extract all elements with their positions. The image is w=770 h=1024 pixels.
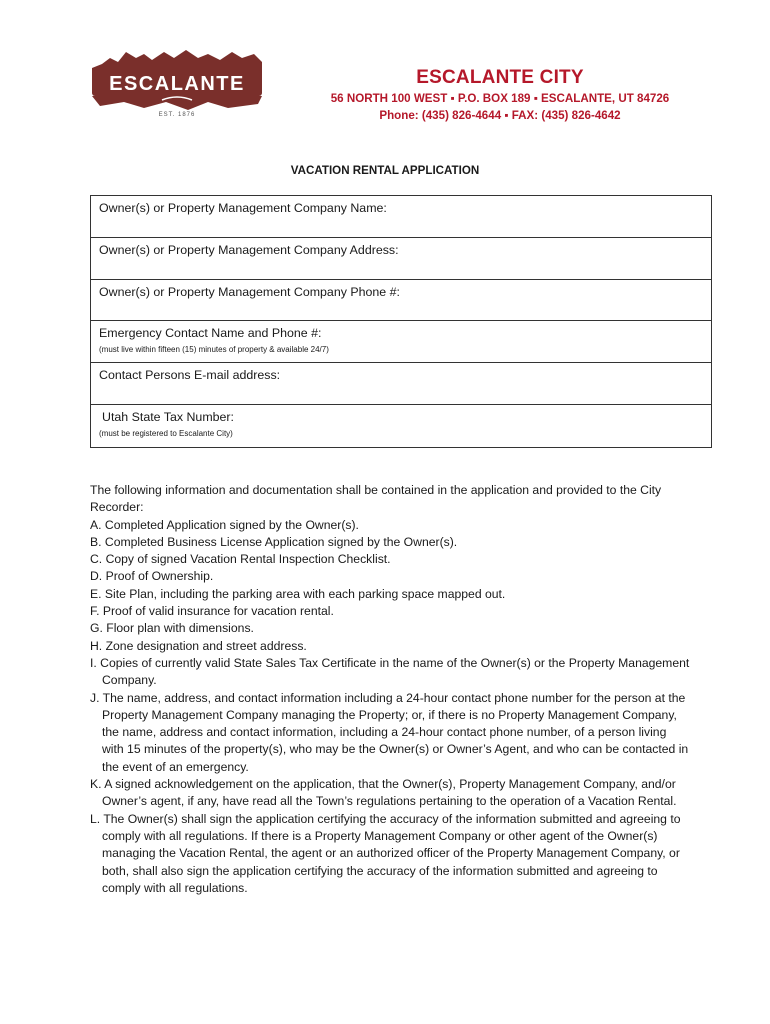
- requirement-item: B. Completed Business License Application signed by the Owner(s).: [90, 534, 458, 549]
- city-address: 56 NORTH 100 WEST ▪ P.O. BOX 189 ▪ ESCALANTE, UT 84726: [330, 92, 670, 105]
- requirement-item: L. The Owner(s) shall sign the application certifying the accuracy of the information submitted and agreeing to comply with all regulations. If there is a Property Management Company or other agent of the Owner(s) managing the Vacation Rental, the agent or an authorized officer of the Property Management Company, or both, shall also sign the application certifying the accuracy of the information submitted and agreeing to comply with all regulations.: [90, 811, 681, 895]
- requirements-intro: The following information and documentation shall be contained in the application and provided to the City Recorder:: [90, 483, 662, 515]
- contact-email-field[interactable]: [91, 363, 711, 405]
- requirements-section: [90, 482, 690, 897]
- emergency-contact-note: (must live within fifteen (15) minutes of property & available 24/7): [99, 345, 329, 355]
- owner-phone-label: Owner(s) or Property Management Company Phone #:: [99, 284, 400, 299]
- owner-phone-field[interactable]: [91, 280, 711, 322]
- requirement-item: I. Copies of currently valid State Sales Tax Certificate in the name of the Owner(s) or the Property Management Company.: [90, 655, 690, 688]
- requirement-item: D. Proof of Ownership.: [90, 569, 214, 584]
- emergency-contact-field[interactable]: [91, 321, 711, 363]
- tax-number-note: (must be registered to Escalante City): [99, 428, 233, 438]
- owner-address-field[interactable]: [91, 238, 711, 280]
- requirement-item: G. Floor plan with dimensions.: [90, 621, 254, 636]
- requirement-item: F. Proof of valid insurance for vacation rental.: [90, 604, 334, 619]
- requirement-item: K. A signed acknowledgement on the application, that the Owner(s), Property Management Company, and/or Owner’s agent, if any, have read all the Town’s regulations pertaining to the operation of a Vacation Rental.: [90, 777, 677, 809]
- city-header: [300, 66, 700, 124]
- contact-email-label: Contact Persons E-mail address:: [99, 368, 281, 383]
- tax-number-label: Utah State Tax Number:: [102, 409, 235, 424]
- application-form: [90, 195, 712, 448]
- document-title: VACATION RENTAL APPLICATION: [290, 164, 480, 177]
- requirement-item: A. Completed Application signed by the Owner(s).: [90, 517, 359, 532]
- owner-address-label: Owner(s) or Property Management Company Address:: [99, 242, 399, 257]
- requirement-item: J. The name, address, and contact information including a 24-hour contact phone number for the person at the Property Management Company managing the Property; or, if there is no Property Management Company, the name, address and contact information, including a 24-hour contact phone number, of a person living with 15 minutes of the property(s), who may be the Owner(s) or Owner’s Agent, and who can be contacted in the event of an emergency.: [90, 690, 689, 774]
- city-phone: Phone: (435) 826-4644 ▪ FAX: (435) 826-4642: [379, 109, 621, 122]
- requirement-item: C. Copy of signed Vacation Rental Inspection Checklist.: [90, 552, 391, 567]
- escalante-logo: [88, 44, 266, 120]
- city-name: ESCALANTE CITY: [416, 67, 584, 88]
- owner-name-field[interactable]: [91, 196, 711, 238]
- requirement-item: E. Site Plan, including the parking area with each parking space mapped out.: [90, 586, 506, 601]
- requirement-item: H. Zone designation and street address.: [90, 638, 307, 653]
- tax-number-field[interactable]: [91, 405, 711, 447]
- owner-name-label: Owner(s) or Property Management Company Name:: [99, 201, 387, 215]
- emergency-contact-label: Emergency Contact Name and Phone #:: [99, 326, 322, 341]
- logo-wordmark: ESCALANTE: [109, 73, 245, 95]
- logo-est: EST. 1876: [158, 112, 196, 118]
